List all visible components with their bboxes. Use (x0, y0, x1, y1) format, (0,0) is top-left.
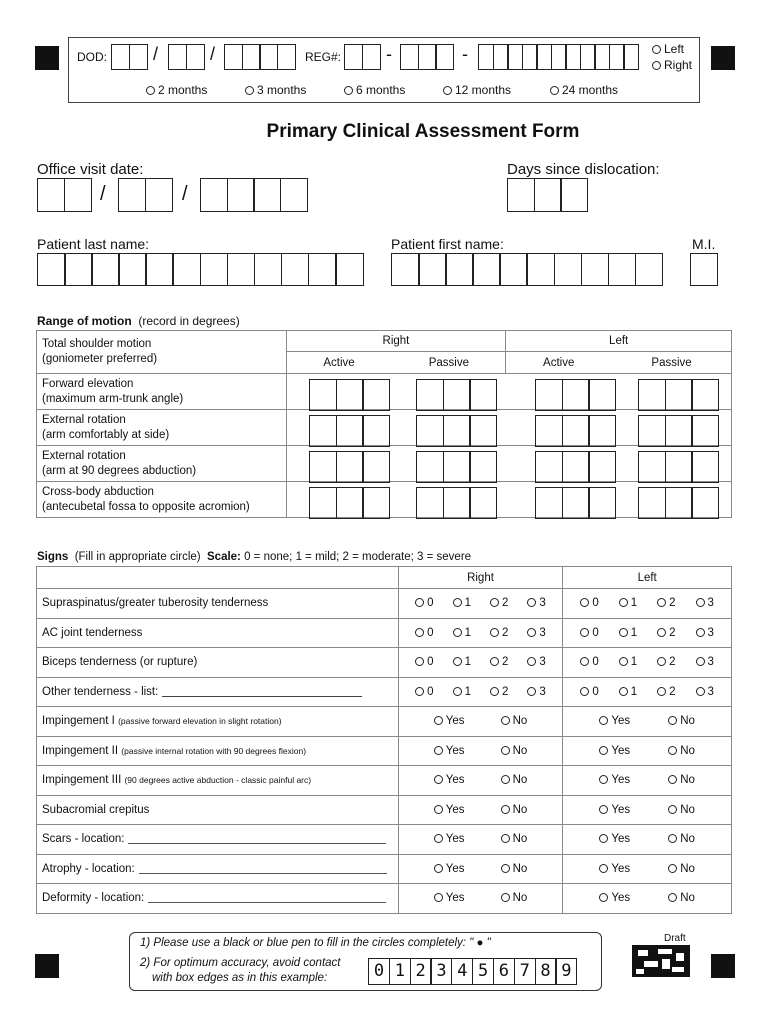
example-digit: 8 (535, 958, 557, 985)
radio-circle-icon (657, 687, 666, 696)
table-row (37, 677, 732, 707)
interval-option-12-months[interactable]: 12 months (443, 83, 511, 97)
draft-label: Draft (664, 933, 686, 944)
yes-option-left[interactable]: Yes (599, 804, 630, 816)
radio-circle-icon (580, 598, 589, 607)
scale-option-right-0[interactable]: 0 (415, 627, 433, 639)
example-digit-boxes (368, 958, 576, 985)
radio-circle-icon (657, 628, 666, 637)
rom-left-active-header: Active (506, 352, 612, 374)
yes-option-right[interactable]: Yes (434, 863, 465, 875)
interval-option-6-months[interactable]: 6 months (344, 83, 405, 97)
yes-option-right[interactable]: Yes (434, 715, 465, 727)
radio-circle-icon (501, 834, 510, 843)
radio-circle-icon (490, 687, 499, 696)
radio-circle-icon (434, 775, 443, 784)
example-digit: 5 (472, 958, 494, 985)
yes-option-left[interactable]: Yes (599, 774, 630, 786)
scale-option-left-0[interactable]: 0 (580, 656, 598, 668)
scale-option-right-1[interactable]: 1 (453, 686, 471, 698)
table-row (37, 884, 732, 914)
radio-circle-icon (501, 716, 510, 725)
reg-dash-2: - (462, 44, 468, 64)
table-row (37, 825, 732, 855)
radio-circle-icon (415, 657, 424, 666)
no-option-right[interactable]: No (501, 804, 528, 816)
sign-label: Supraspinatus/greater tuberosity tenderness (37, 589, 399, 619)
instruction-2b: with box edges as in this example: (152, 972, 328, 984)
rom-right-header: Right (286, 331, 506, 352)
scale-option-right-3[interactable]: 3 (527, 656, 545, 668)
radio-circle-icon (580, 628, 589, 637)
dod-month-boxes[interactable] (111, 44, 146, 70)
radio-circle-icon (668, 775, 677, 784)
no-option-right[interactable]: No (501, 892, 528, 904)
radio-circle-icon (146, 86, 155, 95)
radio-circle-icon (527, 657, 536, 666)
scale-option-left-3[interactable]: 3 (696, 597, 714, 609)
radio-circle-icon (652, 61, 661, 70)
mi-box[interactable] (690, 253, 717, 286)
registration-mark-bottom-right (711, 954, 735, 978)
rom-entry-left-passive[interactable] (638, 379, 718, 411)
sign-label: Biceps tenderness (or rupture) (37, 648, 399, 678)
radio-circle-icon (434, 746, 443, 755)
rom-entry-right-active[interactable] (309, 379, 389, 411)
rom-entry-right-passive[interactable] (416, 451, 496, 483)
visit-slash-2: / (182, 183, 188, 205)
radio-circle-icon (434, 805, 443, 814)
radio-circle-icon (580, 657, 589, 666)
rom-entry-left-active[interactable] (535, 415, 615, 447)
first-name-label: Patient first name: (391, 236, 504, 252)
rom-entry-right-passive[interactable] (416, 415, 496, 447)
radio-circle-icon (527, 598, 536, 607)
rom-entry-left-active[interactable] (535, 487, 615, 519)
radio-circle-icon (443, 86, 452, 95)
radio-circle-icon (490, 657, 499, 666)
radio-circle-icon (245, 86, 254, 95)
reg-dash-1: - (386, 44, 392, 64)
scale-option-left-2[interactable]: 2 (657, 597, 675, 609)
sign-label: Atrophy - location: (37, 854, 399, 884)
sign-label: Deformity - location: (37, 884, 399, 914)
rom-entry-left-active[interactable] (535, 451, 615, 483)
radio-circle-icon (415, 687, 424, 696)
registration-mark-top-left (35, 46, 59, 70)
dod-slash-2: / (210, 44, 216, 64)
scale-option-right-1[interactable]: 1 (453, 656, 471, 668)
no-option-left[interactable]: No (668, 774, 695, 786)
rom-right-active-header: Active (286, 352, 392, 374)
sign-label: Impingement II (passive internal rotation with 90 degrees flexion) (37, 736, 399, 766)
scale-option-left-3[interactable]: 3 (696, 627, 714, 639)
radio-circle-icon (668, 716, 677, 725)
sign-label: AC joint tenderness (37, 618, 399, 648)
yes-option-right[interactable]: Yes (434, 745, 465, 757)
no-option-left[interactable]: No (668, 745, 695, 757)
rom-entry-right-passive[interactable] (416, 487, 496, 519)
sign-label: Impingement III (90 degrees active abduction - classic painful arc) (37, 766, 399, 796)
table-row (37, 795, 732, 825)
radio-circle-icon (599, 775, 608, 784)
write-in-line[interactable] (148, 902, 386, 903)
interval-option-24-months[interactable]: 24 months (550, 83, 618, 97)
scale-option-left-0[interactable]: 0 (580, 627, 598, 639)
radio-circle-icon (619, 687, 628, 696)
yes-option-left[interactable]: Yes (599, 892, 630, 904)
scale-option-left-2[interactable]: 2 (657, 656, 675, 668)
radio-circle-icon (453, 687, 462, 696)
scale-option-left-0[interactable]: 0 (580, 686, 598, 698)
radio-circle-icon (619, 628, 628, 637)
radio-circle-icon (501, 805, 510, 814)
no-option-right[interactable]: No (501, 833, 528, 845)
reg-boxes-2[interactable] (400, 44, 453, 70)
radio-circle-icon (490, 598, 499, 607)
radio-circle-icon (657, 598, 666, 607)
first-name-boxes[interactable] (391, 253, 662, 286)
table-row (37, 618, 732, 648)
reg-boxes-3[interactable] (478, 44, 638, 70)
scale-option-right-3[interactable]: 3 (527, 686, 545, 698)
radio-circle-icon (527, 687, 536, 696)
radio-circle-icon (599, 716, 608, 725)
radio-circle-icon (344, 86, 353, 95)
no-option-left[interactable]: No (668, 892, 695, 904)
radio-circle-icon (652, 45, 661, 54)
yes-option-left[interactable]: Yes (599, 833, 630, 845)
radio-circle-icon (599, 805, 608, 814)
radio-circle-icon (501, 864, 510, 873)
radio-circle-icon (434, 893, 443, 902)
radio-circle-icon (415, 628, 424, 637)
radio-circle-icon (434, 716, 443, 725)
scale-option-right-2[interactable]: 2 (490, 627, 508, 639)
rom-entry-left-passive[interactable] (638, 487, 718, 519)
interval-option-2-months[interactable]: 2 months (146, 83, 207, 97)
form-title: Primary Clinical Assessment Form (266, 121, 580, 142)
example-digit: 2 (410, 958, 432, 985)
instruction-1: 1) Please use a black or blue pen to fill in the circles completely: " ● " (140, 937, 491, 949)
table-row (37, 736, 732, 766)
table-row (37, 854, 732, 884)
radio-circle-icon (696, 687, 705, 696)
rom-row-label: External rotation (arm comfortably at side) (37, 410, 287, 446)
radio-circle-icon (415, 598, 424, 607)
rom-entry-left-active[interactable] (535, 379, 615, 411)
rom-entry-right-passive[interactable] (416, 379, 496, 411)
radio-circle-icon (501, 775, 510, 784)
scale-option-left-1[interactable]: 1 (619, 627, 637, 639)
rom-entry-right-active[interactable] (309, 415, 389, 447)
scale-option-right-3[interactable]: 3 (527, 597, 545, 609)
table-row (37, 707, 732, 737)
scale-option-right-0[interactable]: 0 (415, 597, 433, 609)
radio-circle-icon (453, 657, 462, 666)
example-digit: 6 (493, 958, 515, 985)
rom-entry-left-passive[interactable] (638, 415, 718, 447)
no-option-left[interactable]: No (668, 804, 695, 816)
radio-circle-icon (599, 864, 608, 873)
scale-option-left-0[interactable]: 0 (580, 597, 598, 609)
visit-month-boxes[interactable] (37, 178, 90, 212)
scale-option-right-3[interactable]: 3 (527, 627, 545, 639)
radio-circle-icon (453, 628, 462, 637)
signs-table (36, 566, 732, 914)
rom-heading: Range of motion (record in degrees) (37, 314, 240, 328)
rom-row-label: Forward elevation (maximum arm-trunk angle) (37, 374, 287, 410)
rom-entry-left-passive[interactable] (638, 451, 718, 483)
office-visit-label: Office visit date: (37, 161, 144, 178)
radio-circle-icon (696, 657, 705, 666)
instruction-2a: 2) For optimum accuracy, avoid contact (140, 957, 341, 969)
radio-circle-icon (657, 657, 666, 666)
scale-option-left-3[interactable]: 3 (696, 656, 714, 668)
write-in-line[interactable] (162, 696, 362, 697)
side-left-option[interactable]: Left (652, 42, 684, 56)
scale-option-left-1[interactable]: 1 (619, 597, 637, 609)
no-option-right[interactable]: No (501, 774, 528, 786)
scale-option-right-0[interactable]: 0 (415, 686, 433, 698)
sign-label: Impingement I (passive forward elevation in slight rotation) (37, 707, 399, 737)
write-in-line[interactable] (128, 843, 386, 844)
table-row (37, 648, 732, 678)
sign-label: Other tenderness - list: (37, 677, 399, 707)
radio-circle-icon (668, 834, 677, 843)
scale-option-right-2[interactable]: 2 (490, 597, 508, 609)
no-option-right[interactable]: No (501, 863, 528, 875)
visit-year-boxes[interactable] (200, 178, 306, 212)
radio-circle-icon (580, 687, 589, 696)
yes-option-right[interactable]: Yes (434, 892, 465, 904)
radio-circle-icon (599, 893, 608, 902)
rom-row-label: Cross-body abduction (antecubetal fossa to opposite acromion) (37, 482, 287, 518)
rom-right-passive-header: Passive (392, 352, 506, 374)
scale-option-left-3[interactable]: 3 (696, 686, 714, 698)
rom-row-label: External rotation (arm at 90 degrees abduction) (37, 446, 287, 482)
last-name-boxes[interactable] (37, 253, 362, 286)
no-option-right[interactable]: No (501, 745, 528, 757)
radio-circle-icon (434, 834, 443, 843)
radio-circle-icon (668, 805, 677, 814)
sign-label: Scars - location: (37, 825, 399, 855)
example-digit: 3 (430, 958, 452, 985)
yes-option-left[interactable]: Yes (599, 745, 630, 757)
registration-mark-bottom-left (35, 954, 59, 978)
example-digit: 9 (555, 958, 577, 985)
barcode-icon (632, 945, 690, 977)
no-option-right[interactable]: No (501, 715, 528, 727)
radio-circle-icon (490, 628, 499, 637)
scale-option-right-1[interactable]: 1 (453, 597, 471, 609)
example-digit: 1 (389, 958, 411, 985)
signs-heading: Signs (Fill in appropriate circle) Scale: 0 = none; 1 = mild; 2 = moderate; 3 = severe (37, 551, 472, 563)
scale-option-left-2[interactable]: 2 (657, 686, 675, 698)
days-since-label: Days since dislocation: (507, 161, 660, 178)
no-option-left[interactable]: No (668, 715, 695, 727)
radio-circle-icon (527, 628, 536, 637)
last-name-label: Patient last name: (37, 236, 150, 252)
radio-circle-icon (501, 893, 510, 902)
radio-circle-icon (619, 598, 628, 607)
rom-left-passive-header: Passive (612, 352, 732, 374)
visit-slash-1: / (100, 183, 106, 205)
yes-option-right[interactable]: Yes (434, 774, 465, 786)
side-right-option[interactable]: Right (652, 58, 692, 72)
interval-option-3-months[interactable]: 3 months (245, 83, 306, 97)
signs-right-header: Right (398, 567, 563, 589)
yes-option-right[interactable]: Yes (434, 804, 465, 816)
no-option-left[interactable]: No (668, 833, 695, 845)
scale-option-right-2[interactable]: 2 (490, 656, 508, 668)
radio-circle-icon (619, 657, 628, 666)
reg-boxes-1[interactable] (344, 44, 379, 70)
radio-circle-icon (696, 598, 705, 607)
table-row (37, 589, 732, 619)
scale-option-right-0[interactable]: 0 (415, 656, 433, 668)
radio-circle-icon (668, 893, 677, 902)
radio-circle-icon (599, 746, 608, 755)
scale-option-right-1[interactable]: 1 (453, 627, 471, 639)
reg-label: REG#: (305, 50, 342, 64)
radio-circle-icon (599, 834, 608, 843)
radio-circle-icon (668, 864, 677, 873)
radio-circle-icon (668, 746, 677, 755)
rom-left-header: Left (506, 331, 732, 352)
example-digit: 0 (368, 958, 390, 985)
radio-circle-icon (434, 864, 443, 873)
radio-circle-icon (550, 86, 559, 95)
dod-day-boxes[interactable] (168, 44, 203, 70)
scale-option-right-2[interactable]: 2 (490, 686, 508, 698)
yes-option-left[interactable]: Yes (599, 715, 630, 727)
radio-circle-icon (696, 628, 705, 637)
example-digit: 4 (451, 958, 473, 985)
scale-option-left-2[interactable]: 2 (657, 627, 675, 639)
signs-left-header: Left (563, 567, 732, 589)
yes-option-right[interactable]: Yes (434, 833, 465, 845)
days-since-boxes[interactable] (507, 178, 587, 212)
rom-entry-right-active[interactable] (309, 487, 389, 519)
scale-option-left-1[interactable]: 1 (619, 656, 637, 668)
rom-header-label: Total shoulder motion (goniometer preferred) (37, 331, 287, 374)
dod-slash-1: / (153, 44, 159, 64)
dod-label: DOD: (77, 50, 107, 64)
scale-option-left-1[interactable]: 1 (619, 686, 637, 698)
dod-year-boxes[interactable] (224, 44, 294, 70)
no-option-left[interactable]: No (668, 863, 695, 875)
table-row (37, 766, 732, 796)
rom-entry-right-active[interactable] (309, 451, 389, 483)
write-in-line[interactable] (139, 873, 387, 874)
mi-label: M.I. (692, 236, 716, 252)
radio-circle-icon (501, 746, 510, 755)
sign-label: Subacromial crepitus (37, 795, 399, 825)
registration-mark-top-right (711, 46, 735, 70)
visit-day-boxes[interactable] (118, 178, 171, 212)
radio-circle-icon (453, 598, 462, 607)
example-digit: 7 (514, 958, 536, 985)
yes-option-left[interactable]: Yes (599, 863, 630, 875)
